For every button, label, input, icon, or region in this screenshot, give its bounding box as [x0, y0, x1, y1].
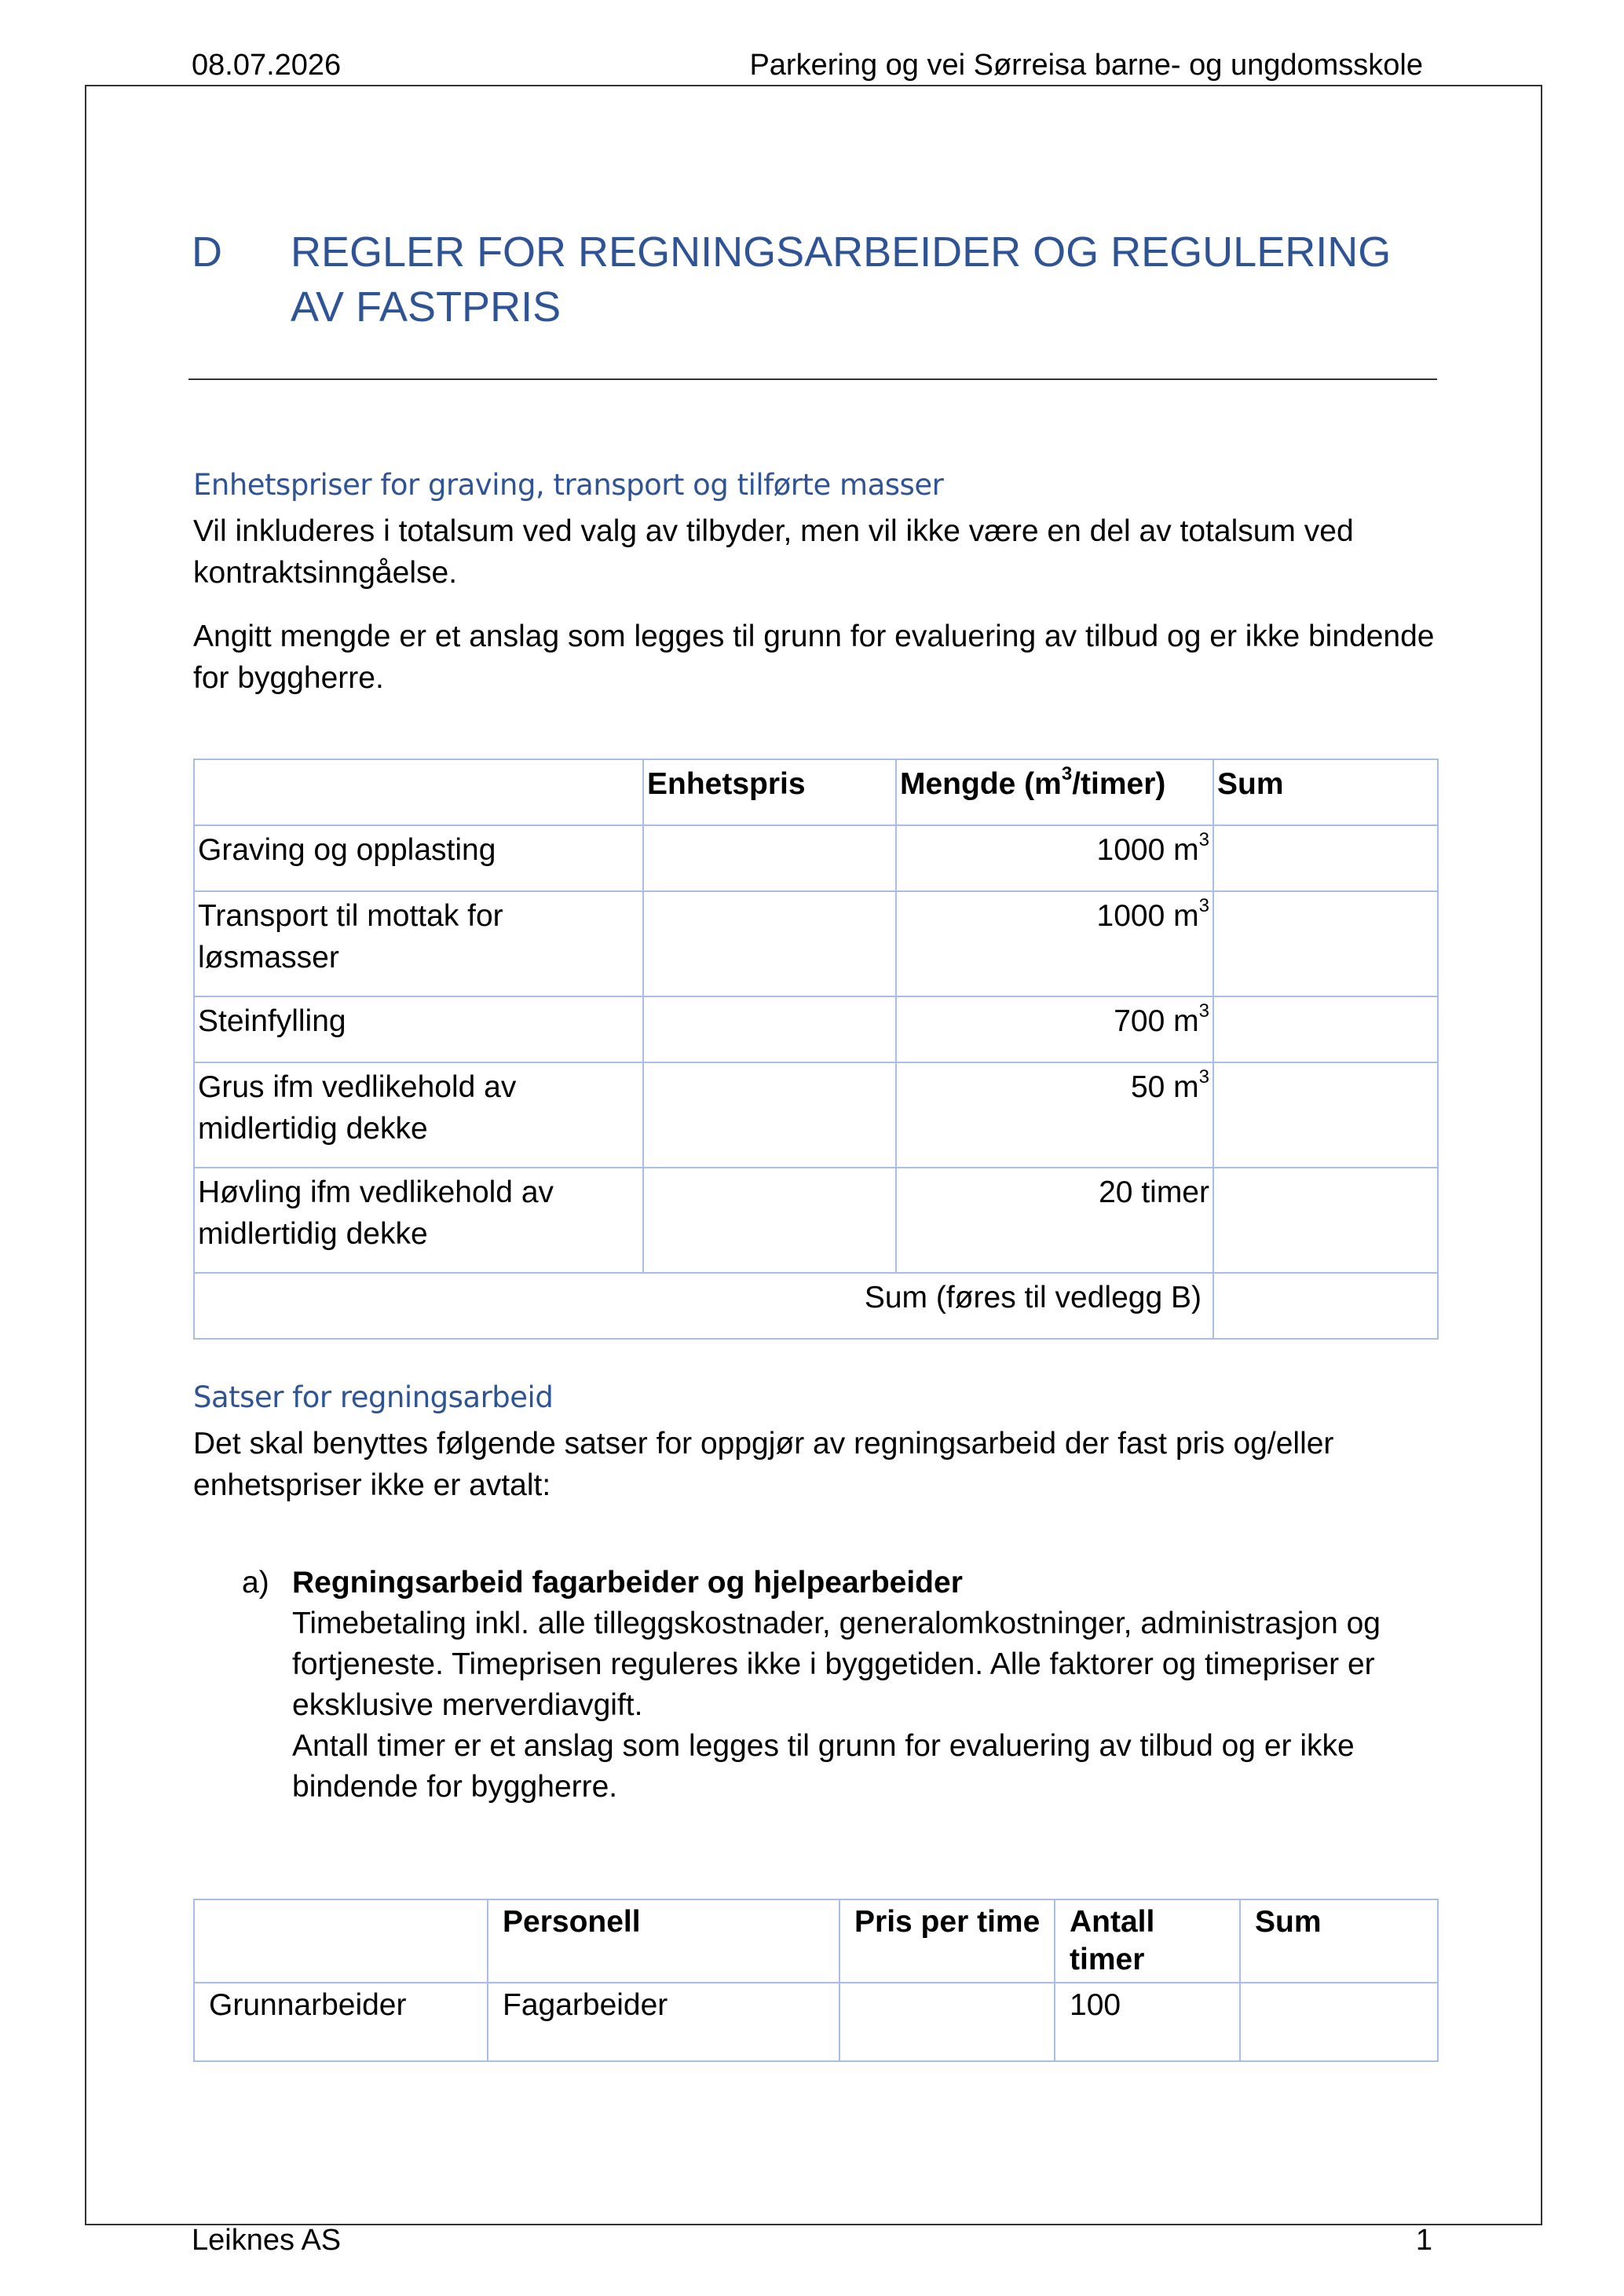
row-quantity-value: 1000 m — [1096, 899, 1199, 933]
section-heading-unit-prices: Enhetspriser for graving, transport og tilførte masser — [193, 468, 944, 502]
row-unit-price — [643, 825, 896, 891]
chapter-letter: D — [192, 229, 222, 276]
row-quantity — [896, 996, 1213, 1062]
chapter-divider — [188, 378, 1437, 380]
header-cell-personnel: Personell — [488, 1899, 839, 1983]
row-sum — [1240, 1983, 1438, 2061]
labour-rate-table — [193, 1899, 1439, 2062]
footer-page-number: 1 — [1415, 2224, 1432, 2257]
total-label: Sum (føres til vedlegg B) — [194, 1273, 1213, 1339]
row-personnel: Fagarbeider — [488, 1983, 839, 2061]
header-quantity-sup: 3 — [1061, 763, 1073, 784]
header-date: 08.07.2026 — [192, 49, 342, 82]
row-sum — [1213, 1168, 1438, 1273]
table-row — [194, 996, 1438, 1062]
table-row — [194, 1062, 1438, 1168]
row-quantity-value: 20 timer — [1099, 1175, 1209, 1209]
row-hours: 100 — [1055, 1983, 1240, 2061]
row-label: Graving og opplasting — [194, 825, 643, 891]
row-label: Transport til mottak for løsmasser — [194, 891, 643, 996]
row-unit-price — [643, 996, 896, 1062]
list-item-text-1: Timebetaling inkl. alle tilleggskostnader, generalomkostninger, administrasjon og fortjeneste. Timeprisen reguleres ikke i byggetiden. Alle faktorer og timepriser er eksklusive merverdiavgift. — [292, 1607, 1381, 1722]
row-sum — [1213, 996, 1438, 1062]
row-quantity-sup: 3 — [1198, 829, 1209, 850]
row-sum — [1213, 825, 1438, 891]
list-item-title: Regningsarbeid fagarbeider og hjelpearbeider — [292, 1566, 963, 1600]
row-label: Steinfylling — [194, 996, 643, 1062]
table-row — [194, 891, 1438, 996]
header-quantity-suffix: /timer) — [1072, 767, 1166, 801]
row-sum — [1213, 891, 1438, 996]
row-quantity-sup: 3 — [1198, 1000, 1209, 1022]
section-heading-rates: Satser for regningsarbeid — [193, 1380, 554, 1414]
list-marker: a) — [242, 1566, 269, 1600]
list-item-text-2: Antall timer er et anslag som legges til grunn for evaluering av tilbud og er ikke bindende for byggherre. — [292, 1729, 1355, 1804]
row-sum — [1213, 1062, 1438, 1168]
table-row — [194, 825, 1438, 891]
chapter-title: REGLER FOR REGNINGSARBEIDER OG REGULERING AV FASTPRIS — [291, 229, 1392, 331]
footer-company: Leiknes AS — [192, 2224, 342, 2257]
row-quantity — [896, 1062, 1213, 1168]
row-unit-price — [643, 891, 896, 996]
section1-paragraph-1: Vil inkluderes i totalsum ved valg av tilbyder, men vil ikke være en del av totalsum ved kontraktsinngåelse. — [193, 514, 1354, 590]
header-cell-empty — [194, 759, 643, 825]
list-item-body — [292, 1563, 1454, 1808]
row-quantity-value: 50 m — [1130, 1070, 1199, 1104]
header-cell-sum: Sum — [1240, 1899, 1438, 1983]
row-quantity — [896, 891, 1213, 996]
header-cell-empty — [194, 1899, 488, 1983]
header-title: Parkering og vei Sørreisa barne- og ungdomsskole — [749, 49, 1423, 82]
row-price-per-hour — [839, 1983, 1055, 2061]
table-row — [194, 1983, 1438, 2061]
row-quantity-value: 1000 m — [1096, 833, 1199, 867]
row-quantity-sup: 3 — [1198, 1066, 1209, 1088]
row-label: Høvling ifm vedlikehold av midlertidig dekke — [194, 1168, 643, 1273]
header-cell-price-per-hour: Pris per time — [839, 1899, 1055, 1983]
total-value — [1213, 1273, 1438, 1339]
section2-paragraph-1: Det skal benyttes følgende satser for oppgjør av regningsarbeid der fast pris og/eller enhetspriser ikke er avtalt: — [193, 1427, 1334, 1502]
row-unit-price — [643, 1168, 896, 1273]
table-total-row — [194, 1273, 1438, 1339]
table-row — [194, 1168, 1438, 1273]
header-cell-hours: Antall timer — [1055, 1899, 1240, 1983]
row-category: Grunnarbeider — [194, 1983, 488, 2061]
row-quantity — [896, 825, 1213, 891]
row-quantity-value: 700 m — [1114, 1004, 1199, 1038]
unit-price-table — [193, 759, 1439, 1340]
table-header-row — [194, 1899, 1438, 1983]
header-cell-sum: Sum — [1213, 759, 1438, 825]
row-label: Grus ifm vedlikehold av midlertidig dekke — [194, 1062, 643, 1168]
row-quantity-sup: 3 — [1198, 895, 1209, 916]
header-cell-quantity — [896, 759, 1213, 825]
row-quantity — [896, 1168, 1213, 1273]
table-header-row — [194, 759, 1438, 825]
section1-paragraph-2: Angitt mengde er et anslag som legges til grunn for evaluering av tilbud og er ikke bindende for byggherre. — [193, 620, 1435, 695]
header-quantity-prefix: Mengde (m — [900, 767, 1062, 801]
header-cell-unit-price: Enhetspris — [643, 759, 896, 825]
row-unit-price — [643, 1062, 896, 1168]
